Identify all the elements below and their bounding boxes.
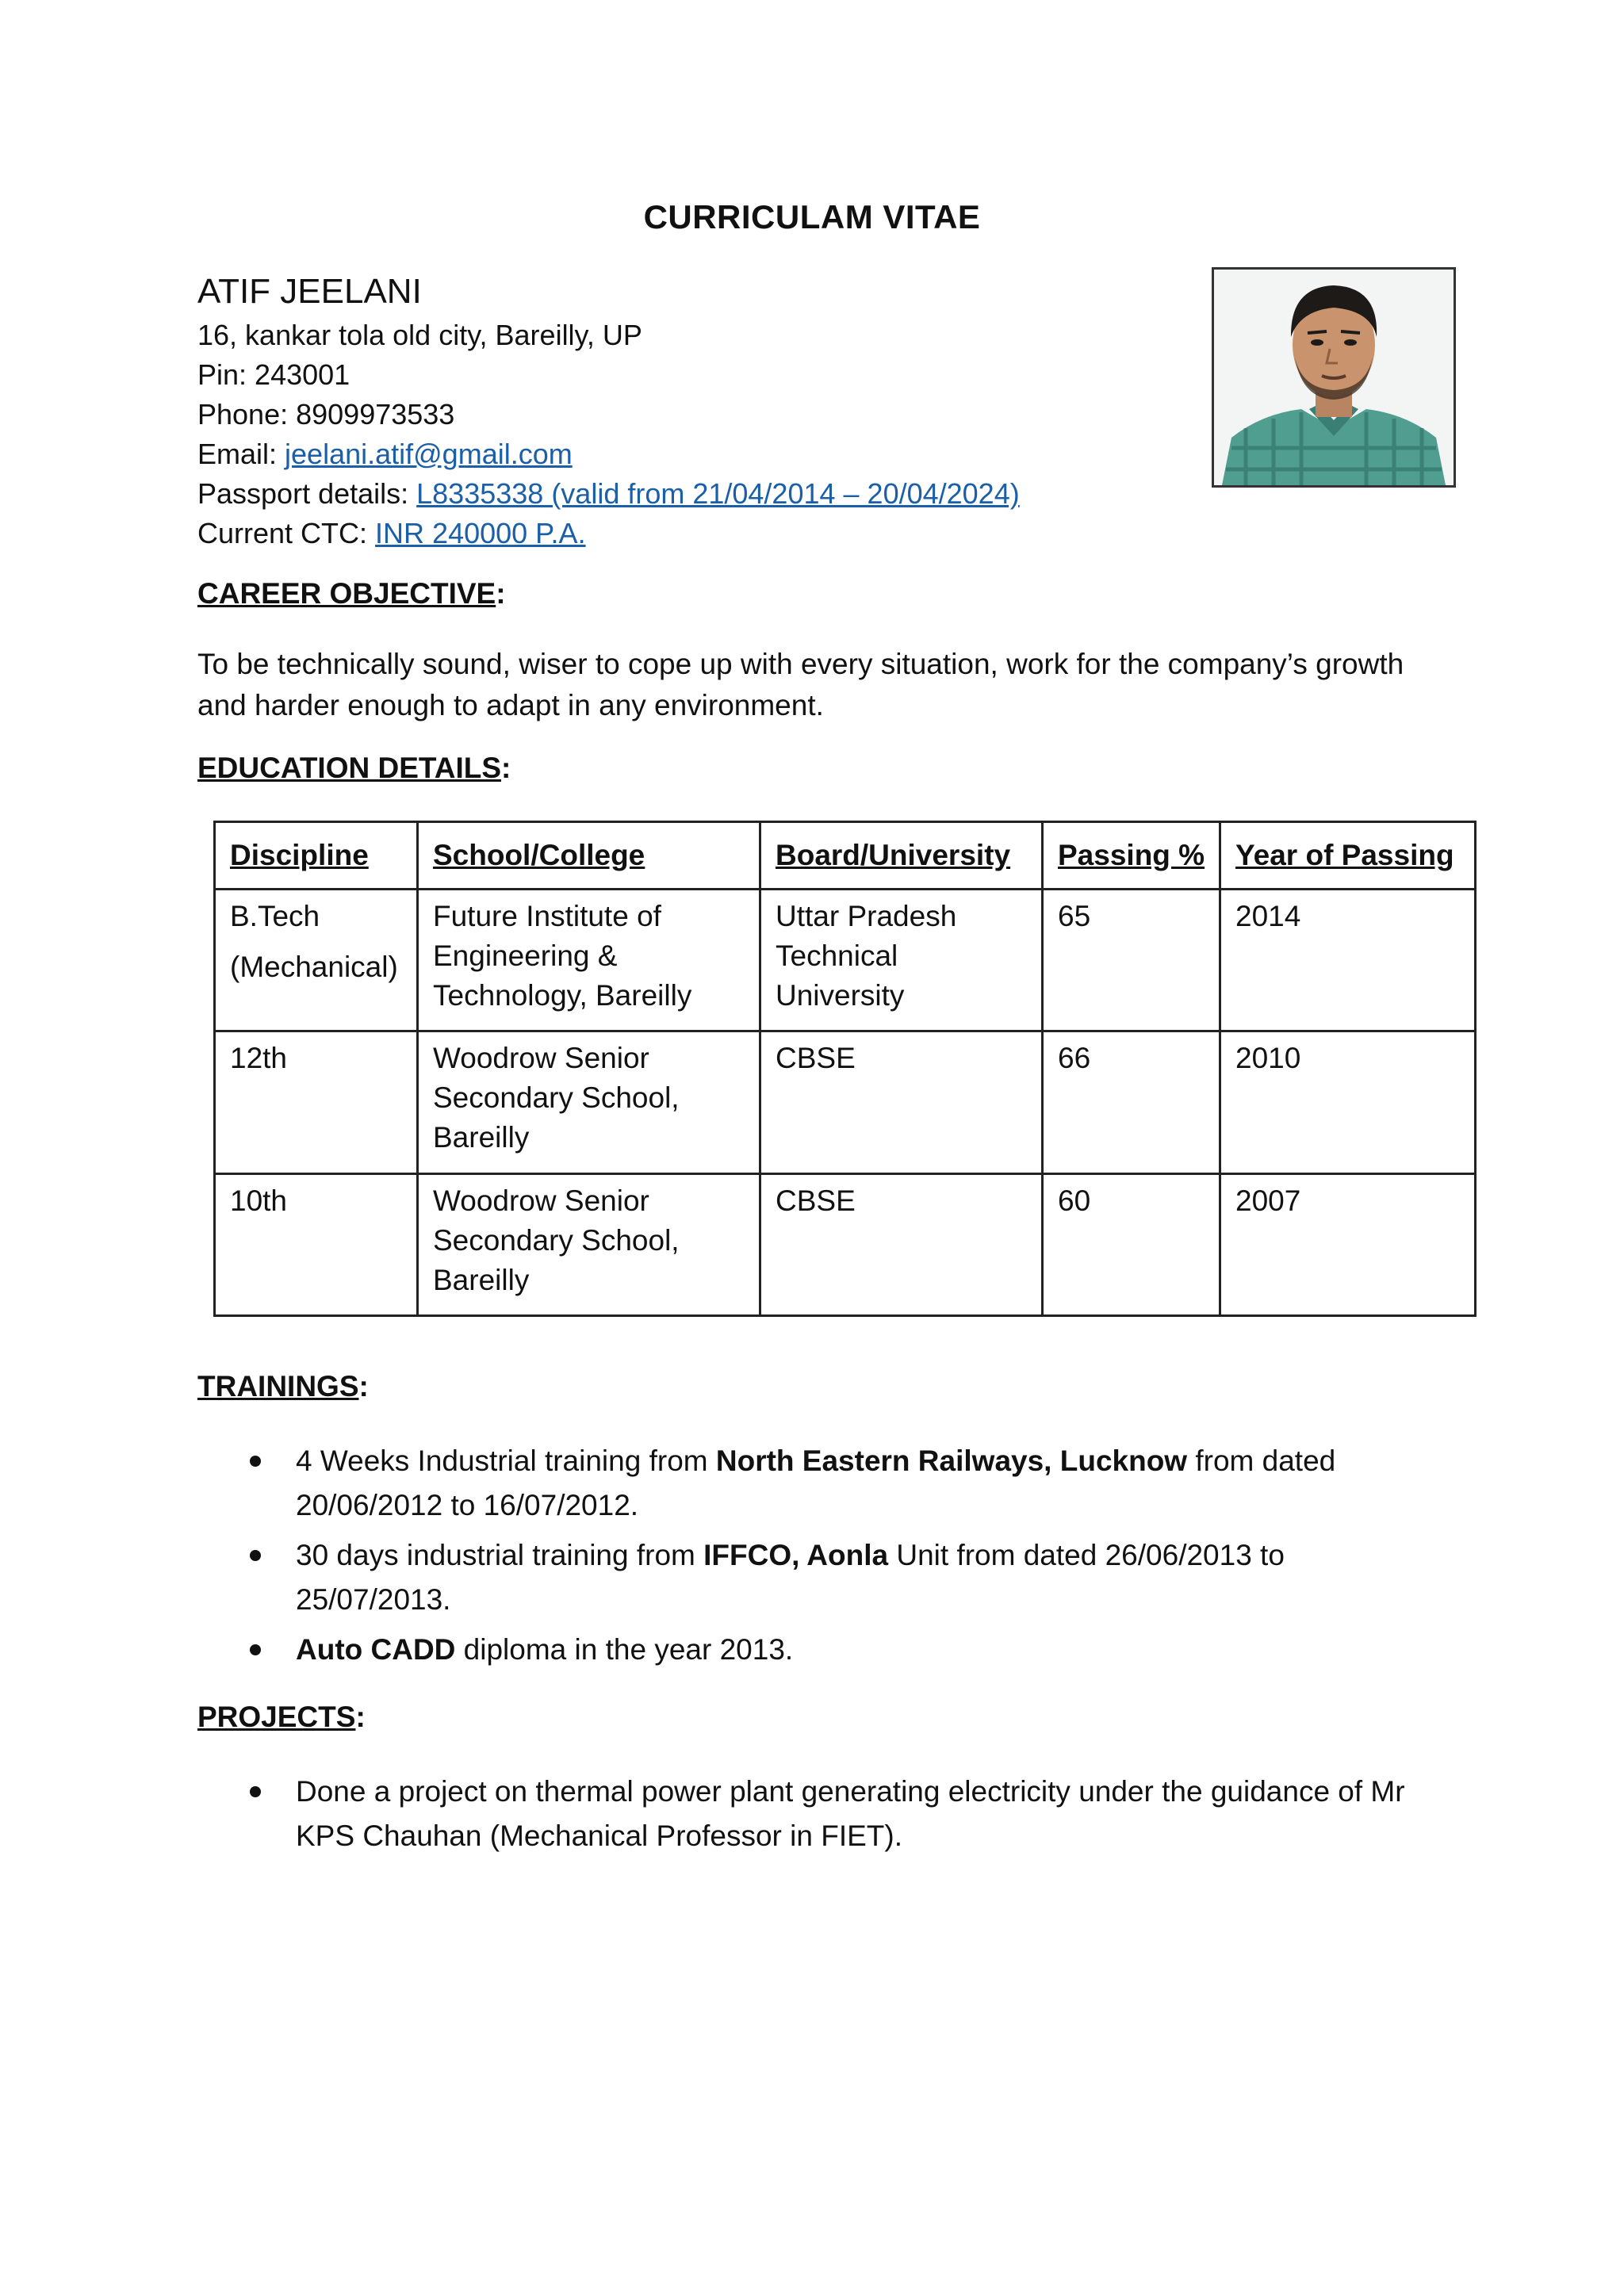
email-link[interactable]: jeelani.atif@gmail.com [285,438,573,470]
discipline-sub-text: (Mechanical) [230,951,398,983]
ctc-label: Current CTC: [197,517,376,549]
profile-photo [1212,267,1456,488]
training-text: 4 Weeks Industrial training from [296,1445,716,1477]
document-title: CURRICULAM VITAE [643,198,981,235]
column-header: Discipline [215,822,418,890]
percent-cell: 65 [1043,890,1220,1031]
ctc-line [197,514,1189,553]
address-line: 16, kankar tola old city, Bareilly, UP [197,319,642,351]
pin-label: Pin: [197,358,255,391]
column-header: School/College [418,822,760,890]
projects-heading [197,1701,366,1734]
discipline-cell: 12th [215,1031,418,1173]
projects-heading-text: PROJECTS [197,1701,356,1733]
pin-line [197,355,1189,395]
year-cell: 2010 [1220,1031,1476,1173]
ctc-link[interactable]: INR 240000 P.A. [375,517,586,549]
contact-block [197,268,1189,553]
board-cell: CBSE [760,1031,1043,1173]
education-heading [197,752,511,785]
training-text: 30 days industrial training from [296,1539,704,1571]
phone-line [197,395,1189,434]
pin-value: 243001 [255,358,350,391]
column-header: Year of Passing [1220,822,1476,890]
trainings-heading [197,1370,369,1403]
training-bold-text: Auto CADD [296,1633,456,1666]
phone-value: 8909973533 [296,398,455,430]
training-bold-text: North Eastern Railways, Lucknow [715,1445,1188,1477]
table-row [215,1031,1476,1173]
education-table [213,821,1477,1317]
discipline-text: B.Tech [230,900,320,932]
school-cell: Future Institute of Engineering & Technology, Bareilly [418,890,760,1031]
profile-photo-drawing [1214,270,1454,485]
education-colon: : [501,752,511,784]
projects-colon: : [355,1701,366,1733]
phone-label: Phone: [197,398,297,430]
training-text: Unit from dated 26/06/2013 to 25/07/2013. [296,1539,1285,1616]
passport-label: Passport details: [197,477,417,510]
table-row [215,890,1476,1031]
training-text: from dated 20/06/2012 to 16/07/2012. [296,1445,1336,1521]
training-bold-text: IFFCO, Aonla [703,1539,889,1571]
projects-list [197,1770,1434,1864]
list-item [197,1770,1434,1858]
list-item [197,1439,1434,1528]
discipline-cell: 10th [215,1173,418,1315]
bullet-icon [250,1786,261,1797]
bullet-icon [250,1456,261,1467]
bullet-icon [250,1644,261,1655]
percent-cell: 66 [1043,1031,1220,1173]
training-text: diploma in the year 2013. [455,1633,794,1666]
list-item [197,1533,1434,1622]
percent-cell: 60 [1043,1173,1220,1315]
candidate-name: ATIF JEELANI [197,272,422,311]
education-heading-text: EDUCATION DETAILS [197,752,502,784]
email-line [197,434,1189,474]
table-row [215,1173,1476,1315]
board-cell: CBSE [760,1173,1043,1315]
bullet-icon [250,1550,261,1561]
trainings-list [197,1439,1434,1678]
project-text: Done a project on thermal power plant generating electricity under the guidance of Mr KPS Chauhan (Mechanical Professor in FIET). [296,1775,1405,1852]
career-objective-text: To be technically sound, wiser to cope up with every situation, work for the company’s growth and harder enough to adapt in any environment. [197,648,1404,721]
table-header-row [215,822,1476,890]
career-objective-colon: : [496,577,506,610]
trainings-colon: : [358,1370,369,1402]
column-header: Board/University [760,822,1043,890]
career-objective-heading [197,577,506,610]
discipline-cell [215,890,418,1031]
year-cell: 2007 [1220,1173,1476,1315]
school-cell: Woodrow Senior Secondary School, Bareilly [418,1173,760,1315]
list-item [197,1628,1434,1672]
school-cell: Woodrow Senior Secondary School, Bareilly [418,1031,760,1173]
trainings-heading-text: TRAININGS [197,1370,359,1402]
board-cell: Uttar Pradesh Technical University [760,890,1043,1031]
column-header: Passing % [1043,822,1220,890]
email-label: Email: [197,438,285,470]
year-cell: 2014 [1220,890,1476,1031]
passport-line [197,474,1189,514]
passport-link[interactable]: L8335338 (valid from 21/04/2014 – 20/04/2024) [416,477,1020,510]
career-objective-heading-text: CAREER OBJECTIVE [197,577,496,610]
